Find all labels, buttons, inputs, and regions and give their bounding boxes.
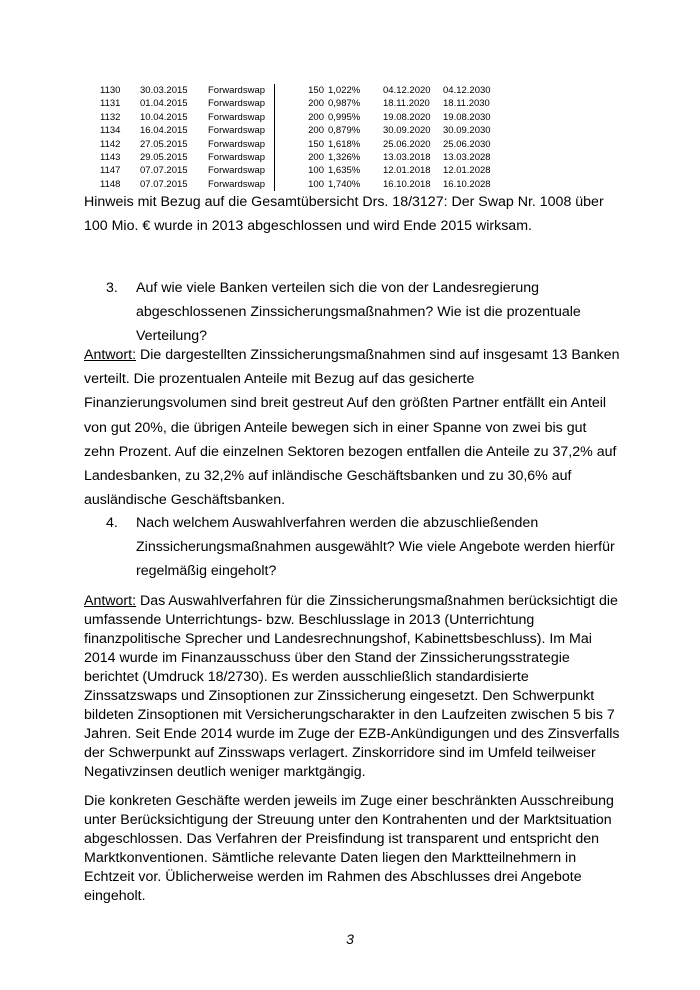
table-row bbox=[100, 84, 503, 97]
trade-date-cell: 27.05.2015 bbox=[140, 138, 188, 150]
volume-cell: 200 bbox=[308, 152, 324, 164]
note-paragraph: Hinweis mit Bezug auf die Gesamtübersicht Drs. 18/3127: Der Swap Nr. 1008 über 100 Mio. € wurde in 2013 abgeschlossen und wird Ende 2015 wirksam. bbox=[84, 194, 604, 235]
end-date-cell: 25.06.2030 bbox=[443, 138, 491, 150]
swap-number-cell: 1143 bbox=[100, 152, 121, 164]
swap-table bbox=[100, 84, 504, 191]
answer-4-paragraph-2: Die konkreten Geschäfte werden jeweils im Zuge einer beschränkten Ausschreibung unter Berücksichtigung der Streuung unter den Kontrahenten und der Marktsituation abgeschlossen. Das Verfahren der Preisfindung ist transparent und entspricht den Marktkonventionen. Sämtliche relevante Daten liegen den Marktteilnehmern in Echtzeit vor. Üblicherweise werden im Rahmen des Abschlusses drei Angebote eingeholt. bbox=[84, 793, 614, 904]
swap-number-cell: 1134 bbox=[100, 125, 121, 137]
answer-4-text: Das Auswahlverfahren für die Zinssicherungsmaßnahmen berücksichtigt die umfassende Unterrichtungs- bzw. Beschlusslage in 2013 (Unterrichtung finanzpolitische Sprecher und Landesrechnungshof, Kabinettsbeschluss). Im Mai 2014 wurde im Finanzausschuss über den Stand der Zinssicherungsstrategie berichtet (Umdruck 18/2730). Es werden ausschließlich standardisierte Zinssatzswaps und Zinsoptionen zur Zinssicherung eingesetzt. Den Schwerpunkt bildeten Zinsoptionen mit Versicherungscharakter in den Laufzeiten zwischen 5 bis 7 Jahren. Seit Ende 2014 wurde im Zuge der EZB-Ankündigungen und des Zinsverfalls der Schwerpunkt auf Zinsswaps verlagert. Zinskorridore sind im Umfeld teilweiser Negativzinsen deutlich weniger marktgängig. bbox=[84, 593, 620, 780]
start-date-cell: 18.11.2020 bbox=[383, 98, 430, 110]
answer-4-label: Antwort: bbox=[84, 593, 137, 609]
end-date-cell: 16.10.2028 bbox=[443, 178, 491, 190]
swap-type-cell: Forwardswap bbox=[208, 97, 275, 110]
rate-cell: 0,879% bbox=[328, 125, 361, 137]
rate-cell: 1,618% bbox=[328, 138, 361, 150]
swap-number-cell: 1132 bbox=[100, 111, 121, 123]
question-3-number: 3. bbox=[106, 280, 118, 296]
trade-date-cell: 30.03.2015 bbox=[140, 85, 188, 96]
rate-cell: 0,995% bbox=[328, 111, 361, 123]
trade-date-cell: 01.04.2015 bbox=[140, 98, 188, 110]
question-4-text: Nach welchem Auswahlverfahren werden die abzuschließenden Zinssicherungsmaßnahmen ausgewählt? Wie viele Angebote werden hierfür regelmäßig eingeholt? bbox=[136, 515, 615, 580]
end-date-cell: 04.12.2030 bbox=[443, 85, 491, 96]
table-row bbox=[100, 138, 503, 151]
table-row bbox=[100, 164, 503, 177]
rate-cell: 1,740% bbox=[328, 178, 361, 190]
swap-type-cell: Forwardswap bbox=[208, 84, 275, 97]
trade-date-cell: 29.05.2015 bbox=[140, 152, 188, 164]
start-date-cell: 30.09.2020 bbox=[383, 125, 431, 137]
swap-number-cell: 1148 bbox=[100, 178, 121, 190]
end-date-cell: 13.03.2028 bbox=[443, 152, 491, 164]
rate-cell: 1,022% bbox=[328, 85, 361, 96]
volume-cell: 200 bbox=[308, 111, 324, 123]
question-3 bbox=[84, 276, 620, 349]
swap-type-cell: Forwardswap bbox=[208, 164, 275, 177]
end-date-cell: 19.08.2030 bbox=[443, 111, 491, 123]
table-row bbox=[100, 111, 503, 124]
answer-4 bbox=[84, 592, 620, 782]
table-row bbox=[100, 151, 503, 164]
swap-type-cell: Forwardswap bbox=[208, 151, 275, 164]
volume-cell: 200 bbox=[308, 125, 324, 137]
trade-date-cell: 10.04.2015 bbox=[140, 111, 188, 123]
rate-cell: 1,635% bbox=[328, 165, 361, 177]
trade-date-cell: 07.07.2015 bbox=[140, 165, 188, 177]
swap-number-cell: 1147 bbox=[100, 165, 121, 177]
rate-cell: 0,987% bbox=[328, 98, 361, 110]
volume-cell: 200 bbox=[308, 98, 324, 110]
end-date-cell: 30.09.2030 bbox=[443, 125, 491, 137]
swap-type-cell: Forwardswap bbox=[208, 178, 275, 191]
start-date-cell: 04.12.2020 bbox=[383, 85, 431, 96]
swap-number-cell: 1131 bbox=[100, 98, 121, 110]
table-row bbox=[100, 124, 503, 137]
end-date-cell: 18.11.2030 bbox=[443, 98, 490, 110]
answer-3-text: Die dargestellten Zinssicherungsmaßnahmen sind auf insgesamt 13 Banken verteilt. Die prozentualen Anteile mit Bezug auf das gesicherte Finanzierungsvolumen sind breit gestreut Auf den größten Partner entfällt ein Anteil von gut 20%, die übrigen Anteile bewegen sich in einer Spanne von zwei bis gut zehn Prozent. Auf die einzelnen Sektoren bezogen entfallen die Anteile zu 37,2% auf Landesbanken, zu 32,2% auf inländische Geschäftsbanken und zu 30,6% auf ausländische Geschäftsbanken. bbox=[84, 347, 620, 509]
table-row bbox=[100, 97, 503, 110]
start-date-cell: 25.06.2020 bbox=[383, 138, 431, 150]
trade-date-cell: 07.07.2015 bbox=[140, 178, 188, 190]
question-4-number: 4. bbox=[106, 515, 118, 531]
swap-number-cell: 1130 bbox=[100, 85, 121, 96]
answer-3 bbox=[84, 343, 620, 512]
rate-cell: 1,326% bbox=[328, 152, 361, 164]
swap-type-cell: Forwardswap bbox=[208, 111, 275, 124]
start-date-cell: 16.10.2018 bbox=[383, 178, 431, 190]
volume-cell: 100 bbox=[308, 165, 324, 177]
answer-3-label: Antwort: bbox=[84, 347, 137, 363]
start-date-cell: 13.03.2018 bbox=[383, 152, 431, 164]
start-date-cell: 19.08.2020 bbox=[383, 111, 431, 123]
swap-number-cell: 1142 bbox=[100, 138, 121, 150]
volume-cell: 150 bbox=[308, 138, 324, 150]
volume-cell: 100 bbox=[308, 178, 324, 190]
trade-date-cell: 16.04.2015 bbox=[140, 125, 188, 137]
question-3-text: Auf wie viele Banken verteilen sich die von der Landesregierung abgeschlossenen Zinssicherungsmaßnahmen? Wie ist die prozentuale Verteilung? bbox=[136, 280, 581, 345]
start-date-cell: 12.01.2018 bbox=[383, 165, 431, 177]
page-number: 3 bbox=[346, 931, 354, 947]
swap-table-body bbox=[100, 84, 503, 191]
swap-type-cell: Forwardswap bbox=[208, 138, 275, 151]
swap-type-cell: Forwardswap bbox=[208, 124, 275, 137]
question-4 bbox=[84, 511, 620, 584]
end-date-cell: 12.01.2028 bbox=[443, 165, 491, 177]
volume-cell: 150 bbox=[308, 85, 324, 96]
